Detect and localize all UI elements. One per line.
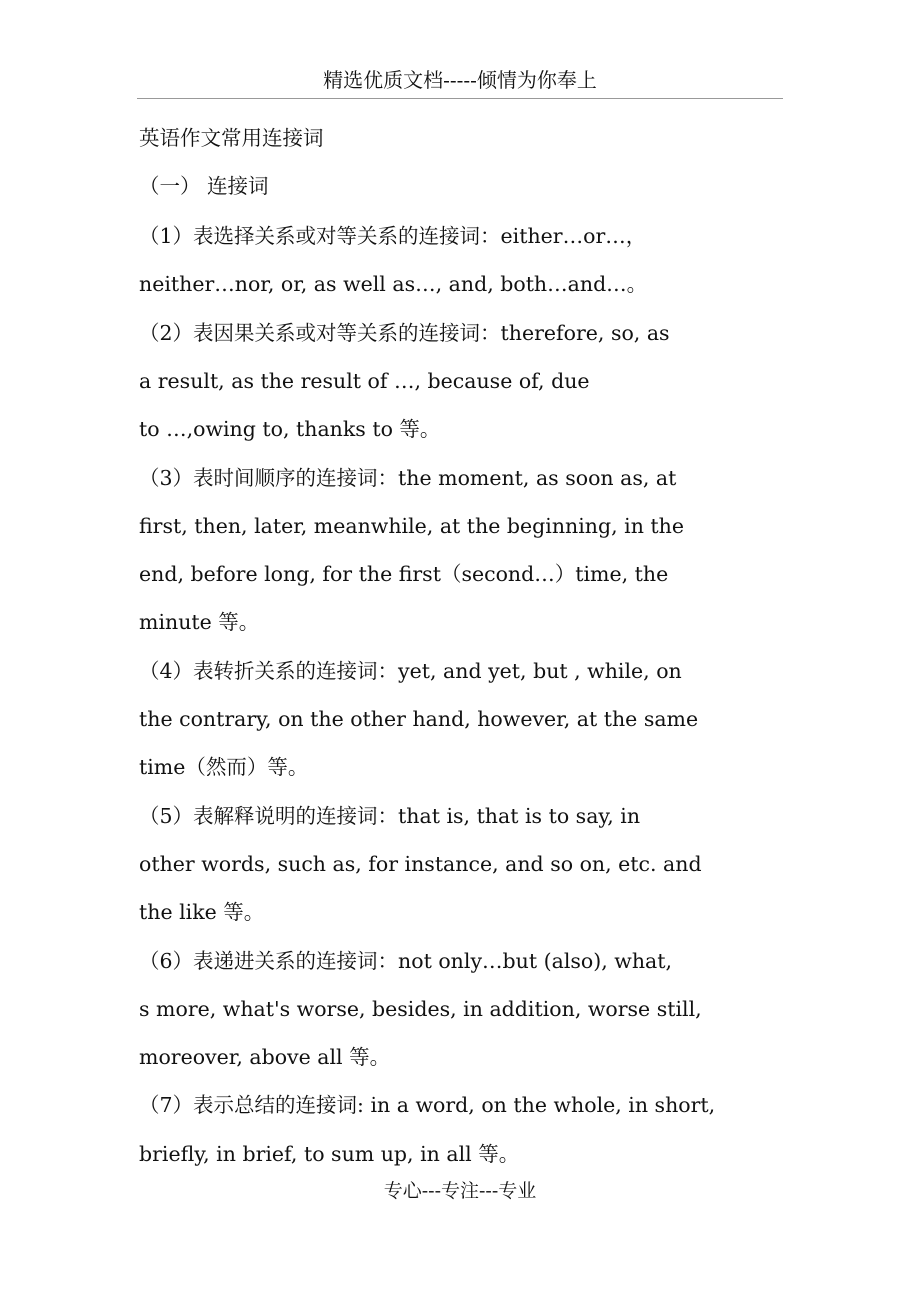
text-line: （1）表选择关系或对等关系的连接词：either…or…，	[139, 224, 647, 248]
page-header: 精选优质文档-----倾情为你奉上	[323, 68, 597, 92]
text-line: （6）表递进关系的连接词：not only…but (also), what,	[139, 948, 672, 973]
page-footer: 专心---专注---专业	[383, 1180, 537, 1202]
text-line: to …,owing to, thanks to 等。	[139, 417, 441, 442]
text-line: （7）表示总结的连接词: in a word, on the whole, in short,	[139, 1093, 716, 1118]
text-line: minute 等。	[139, 610, 260, 635]
text-line: the like 等。	[139, 900, 265, 925]
section-heading: （一） 连接词	[139, 174, 269, 198]
text-line: time（然而）等。	[139, 755, 309, 780]
text-line: first, then, later, meanwhile, at the beginning, in the	[139, 513, 684, 538]
text-line: （4）表转折关系的连接词：yet, and yet, but , while, on	[139, 658, 682, 683]
text-line: the contrary, on the other hand, however, at the same	[139, 707, 699, 731]
header-divider	[137, 98, 783, 99]
text-line: briefly, in brief, to sum up, in all 等。	[139, 1141, 520, 1166]
text-line: s more, what's worse, besides, in addition, worse still,	[139, 996, 702, 1021]
text-line: moreover, above all 等。	[139, 1045, 391, 1070]
text-line: neither…nor, or, as well as…, and, both…and…。	[139, 272, 648, 297]
text-line: （2）表因果关系或对等关系的连接词：therefore, so, as	[139, 320, 670, 345]
text-line: （5）表解释说明的连接词：that is, that is to say, in	[139, 803, 641, 828]
document-title: 英语作文常用连接词	[139, 126, 324, 150]
text-line: （3）表时间顺序的连接词：the moment, as soon as, at	[139, 465, 677, 490]
text-line: end, before long, for the first（second…）time, the	[139, 562, 669, 587]
text-line: other words, such as, for instance, and so on, etc. and	[139, 851, 702, 876]
text-line: a result, as the result of …, because of, due	[139, 368, 590, 393]
